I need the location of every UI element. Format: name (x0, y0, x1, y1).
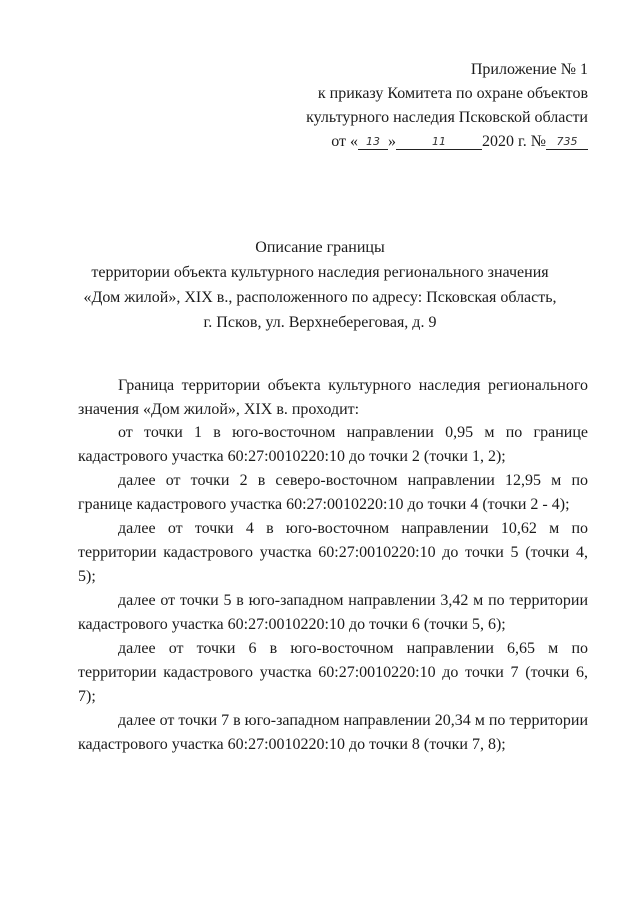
appendix-header (270, 58, 588, 154)
handwritten-number: 735 (546, 135, 588, 150)
order-year: 2020 г. № (481, 133, 546, 150)
date-mid: » (387, 133, 396, 150)
boundary-segment: от точки 1 в юго-восточном направлении 0,95 м по границе кадастрового участка 60:27:0010220:10 до точки 2 (точки 1, 2); (78, 424, 588, 465)
title-line-4: г. Псков, ул. Верхнебереговая, д. 9 (203, 314, 437, 331)
title-line-2: территории объекта культурного наследия регионального значения (91, 264, 549, 281)
appendix-title: Приложение № 1 (470, 61, 588, 78)
boundary-segment: далее от точки 4 в юго-восточном направлении 10,62 м по территории кадастрового участка 60:27:0010220:10 до точки 5 (точки 4, 5); (78, 520, 588, 585)
intro-paragraph: Граница территории объекта культурного наследия регионального значения «Дом жилой», XIX в. проходит: (78, 377, 588, 418)
date-prefix: от « (331, 133, 358, 150)
appendix-committee: культурного наследия Псковской области (306, 109, 588, 126)
order-date-line (270, 130, 588, 154)
boundary-segment: далее от точки 6 в юго-восточном направлении 6,65 м по территории кадастрового участка 60:27:0010220:10 до точки 7 (точки 6, 7); (78, 640, 588, 705)
appendix-order-ref: к приказу Комитета по охране объектов (317, 85, 588, 102)
boundary-segment: далее от точки 2 в северо-восточном направлении 12,95 м по границе кадастрового участка 60:27:0010220:10 до точки 4 (точки 2 - 4); (78, 472, 588, 513)
handwritten-month: 11 (396, 135, 482, 150)
boundary-segment: далее от точки 7 в юго-западном направлении 20,34 м по территории кадастрового участка 60:27:0010220:10 до точки 8 (точки 7, 8); (78, 712, 588, 753)
document-body (78, 374, 588, 757)
document-title (60, 235, 580, 335)
handwritten-day: 13 (358, 135, 388, 150)
boundary-segment: далее от точки 5 в юго-западном направлении 3,42 м по территории кадастрового участка 60:27:0010220:10 до точки 6 (точки 5, 6); (78, 592, 588, 633)
title-line-1: Описание границы (255, 239, 385, 256)
title-line-3: «Дом жилой», XIX в., расположенного по адресу: Псковская область, (83, 289, 557, 306)
